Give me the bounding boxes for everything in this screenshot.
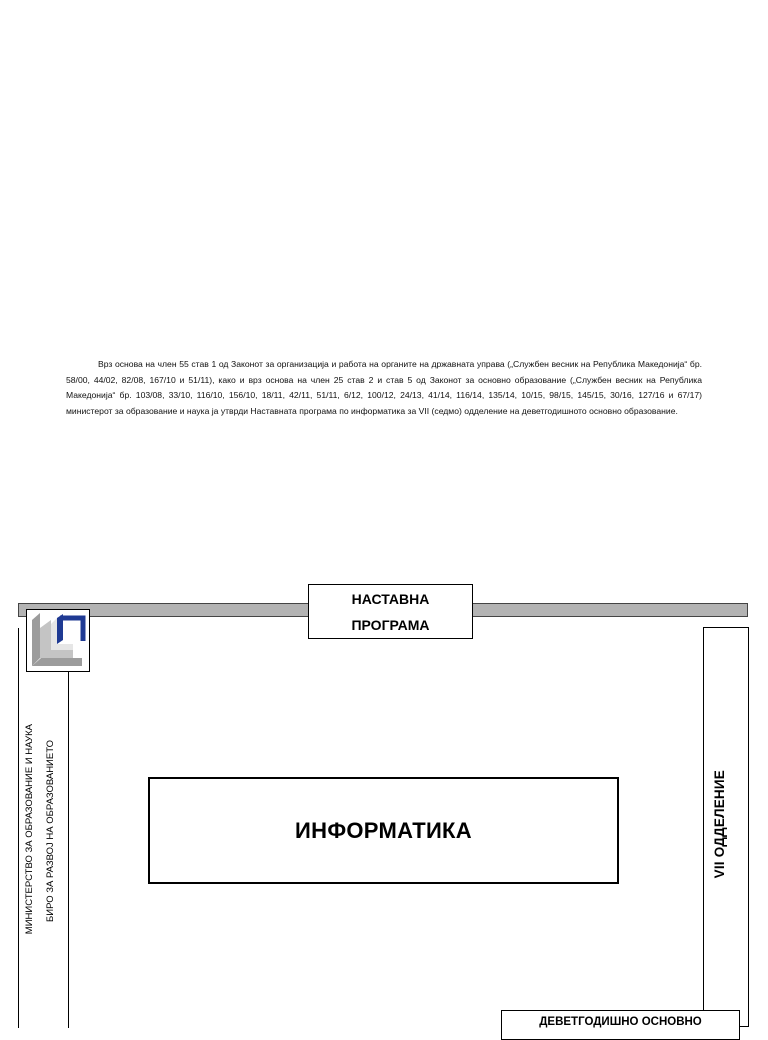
bureau-logo-icon [27, 610, 89, 671]
program-title-line1: НАСТАВНА [351, 590, 430, 607]
intro-paragraph: Врз основа на член 55 став 1 од Законот за организација и работа на органите на државната управа („Службен весник на Република Македонија“ бр. 58/00, 44/02, 82/08, 167/10 и 51/11), како и врз основа на член 25 став 2 и став 5 од Законот за основно образование („Службен весник на Република Македонија“ бр. 103/08, 33/10, 116/10, 156/10, 18/11, 42/11, 51/11, 6/12, 100/12, 24/13, 41/14, 116/14, 135/14, 10/15, 98/15, 145/15, 30/16, 127/16 и 67/17) министерот за образование и наука ја утврди Наставната програма по информатика за VII (седмо) одделение на деветгодишното основно образование. [66, 359, 702, 416]
program-title-box [308, 584, 473, 639]
logo-box [26, 609, 90, 672]
subject-title: ИНФОРМАТИКА [295, 817, 472, 843]
bureau-label: БИРО ЗА РАЗВОЈ НА ОБРАЗОВАНИЕТО [45, 740, 56, 922]
education-level-box [501, 1010, 740, 1040]
subject-box [148, 777, 619, 884]
grade-label: VII ОДДЕЛЕНИЕ [712, 770, 727, 879]
education-level-label: ДЕВЕТГОДИШНО ОСНОВНО [539, 1016, 702, 1028]
ministry-label: МИНИСТЕРСТВО ЗА ОБРАЗОВАНИЕ И НАУКА [24, 724, 35, 935]
program-title-line2: ПРОГРАМА [351, 616, 430, 633]
